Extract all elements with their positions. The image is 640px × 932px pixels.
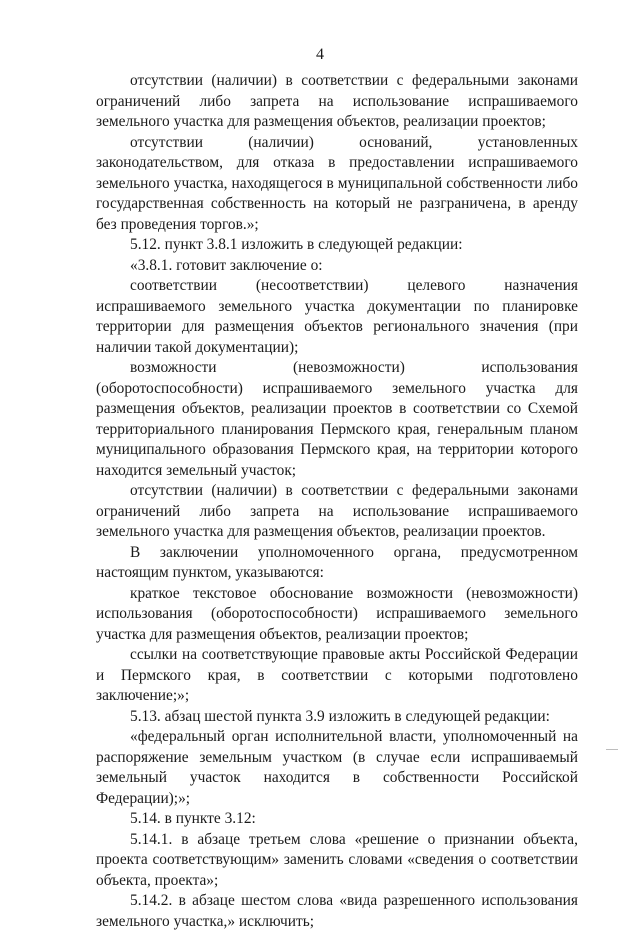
paragraph: 5.14.1. в абзаце третьем слова «решение о признании объекта, проекта соответствующим» заменить словами «сведения о соответствии объекта, проекта»; <box>96 830 578 889</box>
paragraph: отсутствии (наличии) оснований, установленных законодательством, для отказа в предоставлении испрашиваемого земельного участка, находящегося в муниципальной собственности либо государственная собственность на который не разграничена, в аренду без проведения торгов.»; <box>96 133 578 233</box>
paragraph: 5.13. абзац шестой пункта 3.9 изложить в следующей редакции: <box>130 707 550 725</box>
paragraph: отсутствии (наличии) в соответствии с федеральными законами ограничений либо запрета на использование испрашиваемого земельного участка для размещения объектов, реализации проектов. <box>96 482 578 540</box>
paragraph: В заключении уполномоченного органа, предусмотренном настоящим пунктом, указываются: <box>96 543 578 581</box>
paragraph: 5.12. пункт 3.8.1 изложить в следующей редакции: <box>130 236 463 253</box>
document-body <box>96 71 578 932</box>
paragraph: краткое текстовое обоснование возможности (невозможности) использования (оборотоспособности) испрашиваемого земельного участка для размещения объектов, реализации проектов; <box>96 584 578 643</box>
paragraph: 5.14. в пункте 3.12: <box>130 810 256 827</box>
paragraph: «3.8.1. готовит заключение о: <box>130 256 323 274</box>
paragraph: соответствии (несоответствии) целевого назначения испрашиваемого земельного участка документации по планировке территории для размещения объектов регионального значения (при наличии такой документации); <box>96 277 578 356</box>
paragraph: отсутствии (наличии) в соответствии с федеральными законами ограничений либо запрета на использование испрашиваемого земельного участка для размещения объектов, реализации проектов; <box>96 72 578 130</box>
paragraph: «федеральный орган исполнительной власти, уполномоченный на распоряжение земельным участком (в случае если испрашиваемый земельный участок находится в собственности Российской Федерации);»; <box>96 728 578 807</box>
paragraph: возможности (невозможности) использования (оборотоспособности) испрашиваемого земельного участка для размещения объектов, реализации проектов в соответствии со Схемой территориального планирования Пермского края, генеральным планом муниципального образования Пермского края, на территории которого находится земельный участок; <box>96 359 578 479</box>
paragraph: ссылки на соответствующие правовые акты Российской Федерации и Пермского края, в соответствии с которыми подготовлено заключение;»; <box>96 646 578 704</box>
page-number: 4 <box>316 46 324 63</box>
margin-mark <box>606 749 618 750</box>
paragraph: 5.14.2. в абзаце шестом слова «вида разрешенного использования земельного участка,» исключить; <box>96 892 578 930</box>
